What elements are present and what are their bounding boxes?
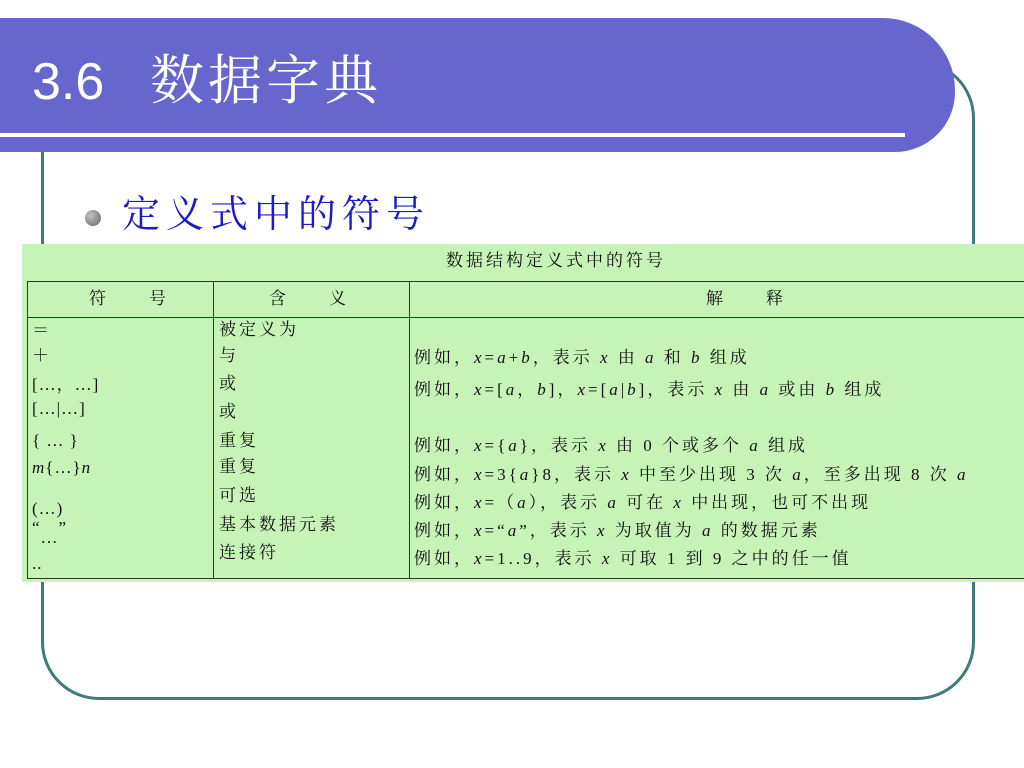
math-variable: x xyxy=(474,521,485,540)
explanation-cell: 例如，x=1..9，表示 x 可取 1 到 9 之中的任一值 xyxy=(414,549,852,568)
title-underline xyxy=(0,133,905,137)
symbol-cell: ＋ xyxy=(32,346,50,365)
meaning-cell: 重复 xyxy=(219,457,259,476)
header-divider xyxy=(28,317,1024,318)
meaning-cell: 被定义为 xyxy=(219,320,299,339)
math-variable: x xyxy=(474,436,485,455)
column-divider xyxy=(213,282,214,578)
math-variable: a xyxy=(508,436,520,455)
bullet-dot xyxy=(85,210,101,226)
math-variable: b xyxy=(537,380,549,399)
math-variable: b xyxy=(627,380,639,399)
math-variable: a xyxy=(505,380,518,399)
math-variable: a xyxy=(645,348,657,367)
math-variable: x xyxy=(673,493,684,512)
bullet-text: 定义式中的符号 xyxy=(122,192,431,236)
math-variable: b xyxy=(521,348,533,367)
math-variable: a xyxy=(517,493,529,512)
ellipsis: … xyxy=(40,528,59,547)
math-variable: a xyxy=(497,348,509,367)
symbol-cell: “…” xyxy=(32,518,68,547)
math-variable: a xyxy=(609,380,621,399)
math-variable: x xyxy=(474,465,485,484)
math-variable: x xyxy=(598,436,609,455)
table-caption: 数据结构定义式中的符号 xyxy=(446,251,666,270)
math-variable: x xyxy=(714,380,726,399)
meaning-cell: 或 xyxy=(219,374,239,393)
math-variable: n xyxy=(81,458,92,477)
explanation-cell: 例如，x=3{a}8，表示 x 中至少出现 3 次 a，至多出现 8 次 a xyxy=(414,465,969,484)
meaning-cell: 基本数据元素 xyxy=(219,515,339,534)
header-explanation: 解 释 xyxy=(706,289,786,308)
math-variable: a xyxy=(702,521,714,540)
math-variable: a xyxy=(607,493,619,512)
math-variable: b xyxy=(825,380,838,399)
math-variable: x xyxy=(599,348,611,367)
explanation-cell: 例如，x=[a，b]，x=[a|b]，表示 x 由 a 或由 b 组成 xyxy=(414,380,885,399)
title-bar xyxy=(0,18,955,152)
explanation-cell: 例如，x=“a”，表示 x 为取值为 a 的数据元素 xyxy=(414,521,821,540)
symbol-table xyxy=(22,244,1024,582)
math-variable: a xyxy=(749,436,761,455)
math-variable: x xyxy=(601,549,613,568)
math-variable: x xyxy=(474,493,485,512)
math-variable: x xyxy=(474,549,485,568)
meaning-cell: 重复 xyxy=(219,431,259,450)
column-divider xyxy=(409,282,410,578)
math-variable: a xyxy=(792,465,804,484)
explanation-cell: 例如，x=（a），表示 a 可在 x 中出现，也可不出现 xyxy=(414,493,872,512)
math-variable: b xyxy=(691,348,703,367)
math-variable: a xyxy=(759,380,772,399)
header-symbol: 符 号 xyxy=(89,289,169,308)
symbol-cell: (…) xyxy=(32,499,64,518)
symbol-cell: […，…] xyxy=(32,375,100,394)
meaning-cell: 或 xyxy=(219,402,239,421)
symbol-cell: { … } xyxy=(32,431,79,450)
meaning-cell: 连接符 xyxy=(219,543,279,562)
slide-title: 数据字典 xyxy=(150,49,382,112)
math-variable: a xyxy=(519,465,532,484)
math-variable: x xyxy=(596,521,608,540)
symbol-cell: m{…}n xyxy=(32,458,92,477)
math-variable: a xyxy=(957,465,969,484)
explanation-cell: 例如，x={a}，表示 x 由 0 个或多个 a 组成 xyxy=(414,436,809,455)
symbol-cell: ＝ xyxy=(32,321,50,340)
math-variable: x xyxy=(474,348,485,367)
meaning-cell: 可选 xyxy=(219,486,259,505)
symbol-cell: .. xyxy=(32,554,43,573)
meaning-cell: 与 xyxy=(219,346,239,365)
table-grid xyxy=(27,281,1024,579)
symbol-cell: […|…] xyxy=(32,399,86,418)
math-variable: x xyxy=(474,380,485,399)
header-meaning: 含 义 xyxy=(269,289,349,308)
slide-title-number: 3.6 xyxy=(32,53,105,111)
math-variable: m xyxy=(32,458,46,477)
math-variable: a xyxy=(507,521,520,540)
explanation-cell: 例如，x=a+b，表示 x 由 a 和 b 组成 xyxy=(414,348,750,367)
math-variable: x xyxy=(621,465,632,484)
math-variable: x xyxy=(577,380,589,399)
